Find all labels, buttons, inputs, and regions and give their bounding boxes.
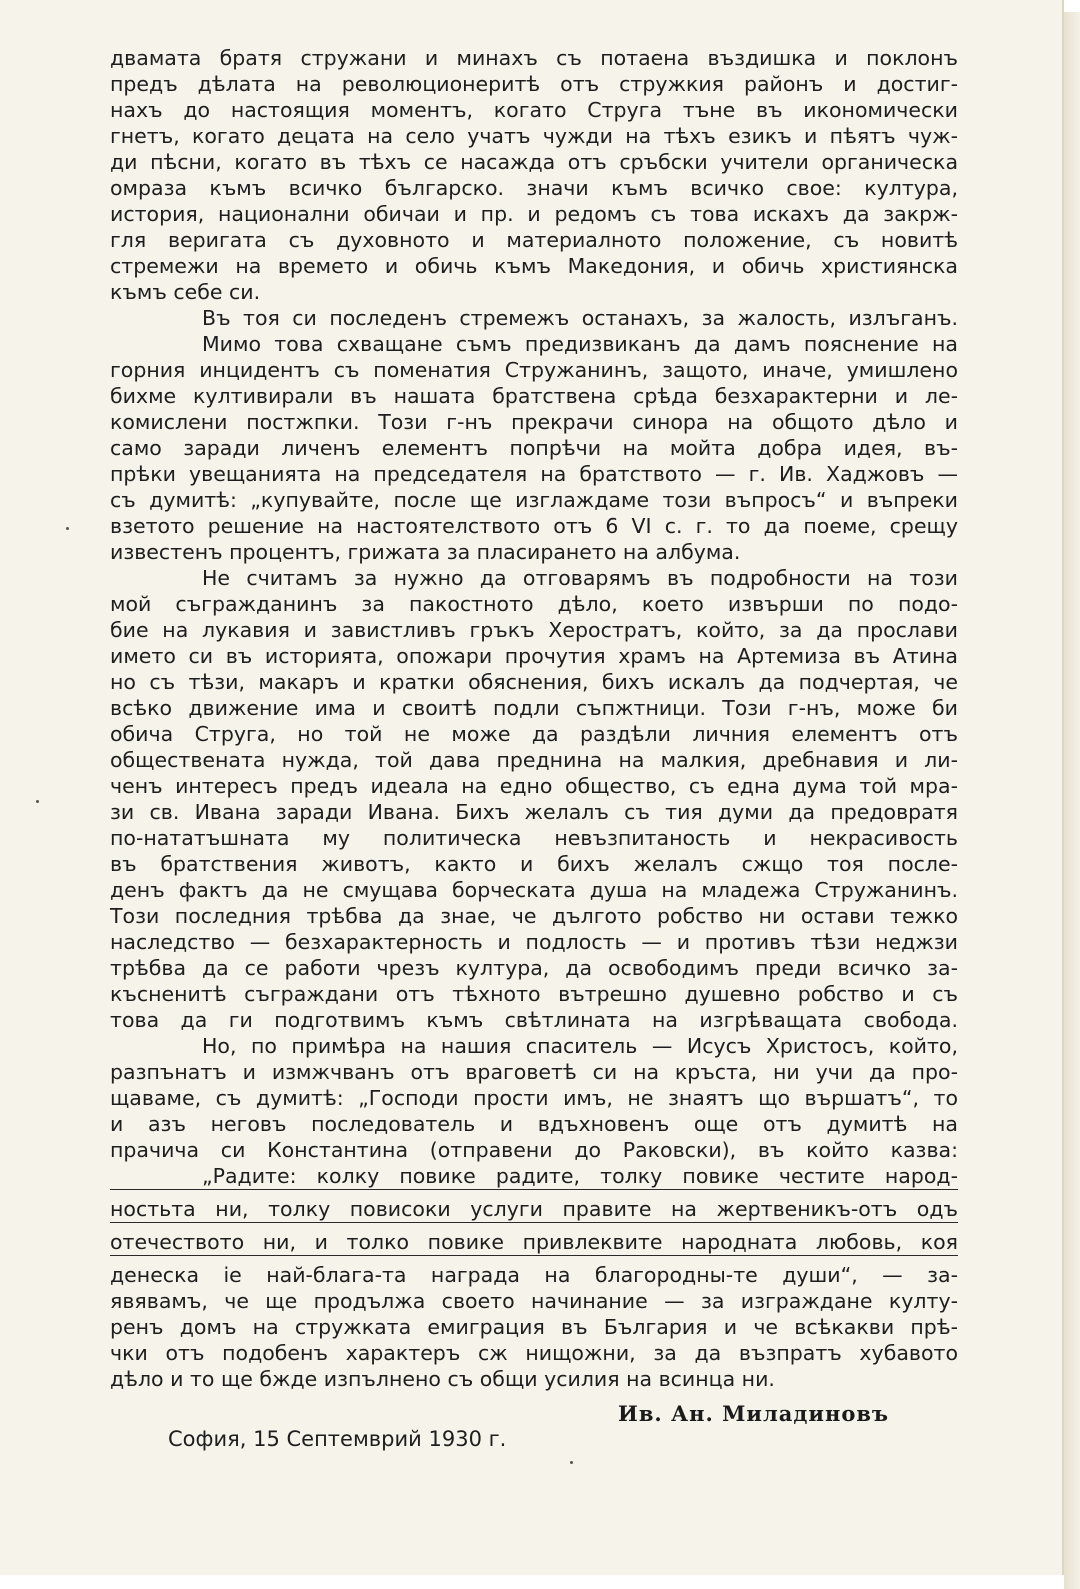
text-line: всѣко движение има и своитѣ подли съпжтници. Този г-нъ, може би xyxy=(110,696,958,720)
text-line: прѣки увещанията на председателя на братството — г. Ив. Хаджовъ — xyxy=(110,462,958,486)
quote-line: ностьта ни, толку повисоки услуги правите на жертвеникъ-отъ одъ xyxy=(110,1197,958,1221)
text-line: ренъ домъ на стружката емиграция въ България и че всѣкакви прѣ- xyxy=(110,1315,958,1339)
text-line: ди пѣсни, когато въ тѣхъ се насажда отъ сръбски учители органическа xyxy=(110,150,958,174)
text-line: гля веригата съ духовното и материалното положение, съ новитѣ xyxy=(110,228,958,252)
text-line: история, национални обичаи и пр. и редомъ съ това искахъ да закрж- xyxy=(110,202,958,226)
text-line: гнетъ, когато децата на село учатъ чужди на тѣхъ езикъ и пѣятъ чуж- xyxy=(110,124,958,148)
text-line: дѣло и то ще бжде изпълнено съ общи усилия на всинца ни. xyxy=(110,1367,775,1391)
text-line: ченъ интересъ предъ идеала на едно общество, съ една дума той мра- xyxy=(110,774,958,798)
quote-line: отечеството ни, и толко повике привлеквите народната любовь, коя xyxy=(110,1230,958,1254)
text-line: явявамъ, че ще продължа своето начинание — за изграждане култу- xyxy=(110,1289,958,1313)
text-line: името си въ историята, опожари прочутия храмъ на Артемиза въ Атина xyxy=(110,644,958,668)
text-line: нахъ до настоящия моментъ, когато Струга тъне въ икономически xyxy=(110,98,958,122)
text-line: горния инцидентъ съ поменатия Стружанинъ, защото, иначе, умишлено xyxy=(110,358,958,382)
page-speck xyxy=(66,527,69,530)
text-line: прачича си Константина (отправени до Раковски), въ който казва: xyxy=(110,1138,958,1162)
text-line: мой съгражданинъ за пакостното дѣло, което извърши по подо- xyxy=(110,592,958,616)
text-line: Този последния трѣбва да знае, че дългото робство ни остави тежко xyxy=(110,904,958,928)
text-line: въ братствения животъ, както и бихъ желалъ сжщо тоя после- xyxy=(110,852,958,876)
page-speck xyxy=(36,800,39,803)
quote-line: „Радите: колку повике радите, толку повике честите народ- xyxy=(110,1163,958,1190)
text-line: щаваме, съ думитѣ: „Господи прости имъ, не знаятъ що вършатъ“, то xyxy=(110,1086,958,1110)
text-line: денъ фактъ да не смущава борческата душа на младежа Стружанинъ. xyxy=(110,878,958,902)
text-line: комислени постжпки. Този г-нъ прекрачи синора на общото дѣло и xyxy=(110,410,958,434)
text-line: двамата братя стружани и минахъ съ потаена въздишка и поклонъ xyxy=(110,46,958,70)
text-line: късненитѣ съграждани отъ тѣхното вътрешно душевно робство и съ xyxy=(110,982,958,1006)
text-line: омраза къмъ всичко българско. значи къмъ всичко свое: култура, xyxy=(110,176,958,200)
text-line: Въ тоя си последенъ стремежъ останахъ, за жалость, излъганъ. xyxy=(202,306,958,330)
text-line: и азъ неговъ последователь и вдъхновенъ още отъ думитѣ на xyxy=(110,1112,958,1136)
text-line: разпънатъ и измжчванъ отъ враговетѣ си на кръста, ни учи да про- xyxy=(110,1060,958,1084)
text-line: предъ дѣлата на революционеритѣ отъ стружкия районъ и достиг- xyxy=(110,72,958,96)
text-line: съ думитѣ: „купувайте, после ще изглаждаме този въпросъ“ и въпреки xyxy=(110,488,958,512)
text-line: стремежи на времето и обичь къмъ Македония, и обичь християнска xyxy=(110,254,958,278)
text-line: наследство — безхарактерность и подлость — и противъ тѣзи неджзи xyxy=(110,930,958,954)
page-speck xyxy=(570,1461,573,1464)
text-line: само заради личенъ елементъ попрѣчи на мойта добра идея, въ- xyxy=(110,436,958,460)
letter-body xyxy=(110,45,958,1392)
text-line: чки отъ подобенъ характеръ сж нищожни, за да възпратъ хубавото xyxy=(110,1341,958,1365)
text-line: трѣбва да се работи чрезъ култура, да освободимъ преди всичко за- xyxy=(110,956,958,980)
text-line: Не считамъ за нужно да отговарямъ въ подробности на този xyxy=(202,566,958,590)
quote-line: денеска іе най-блага-та награда на благородны-те души“, — за- xyxy=(110,1263,958,1287)
text-line: Но, по примѣра на нашия спаситель — Исусъ Христосъ, който, xyxy=(202,1034,958,1058)
text-line: взетото решение на настоятелството отъ 6 VI с. г. то да поеме, срещу xyxy=(110,514,958,538)
text-line: бие на лукавия и завистливъ гръкъ Херостратъ, който, за да прослави xyxy=(110,618,958,642)
page-edge-shadow xyxy=(1064,12,1080,1589)
text-line: бихме култивирали въ нашата братствена срѣда безхарактерни и ле- xyxy=(110,384,958,408)
text-line: зи св. Ивана заради Ивана. Бихъ желалъ съ тия думи да предовратя xyxy=(110,800,958,824)
author-signature: Ив. Ан. Миладиновъ xyxy=(618,1401,890,1426)
text-line: обществената нужда, той дава преднина на малкия, дребнавия и ли- xyxy=(110,748,958,772)
text-line: това да ги подготвимъ къмъ свѣтлината на изгрѣващата свобода. xyxy=(110,1008,958,1032)
text-line: къмъ себе си. xyxy=(110,280,261,304)
text-line: известенъ процентъ, грижата за пласирането на албума. xyxy=(110,540,741,564)
text-line: по-нататъшната му политическа невъзпитаность и некрасивость xyxy=(110,826,958,850)
place-and-date: София, 15 Септемврий 1930 г. xyxy=(168,1427,507,1451)
text-line: обича Струга, но той не може да раздѣли личния елементъ отъ xyxy=(110,722,958,746)
text-line: Мимо това схващане съмъ предизвиканъ да дамъ пояснение на xyxy=(202,332,958,356)
text-line: но съ тѣзи, макаръ и кратки обяснения, бихъ искалъ да подчертая, че xyxy=(110,670,958,694)
